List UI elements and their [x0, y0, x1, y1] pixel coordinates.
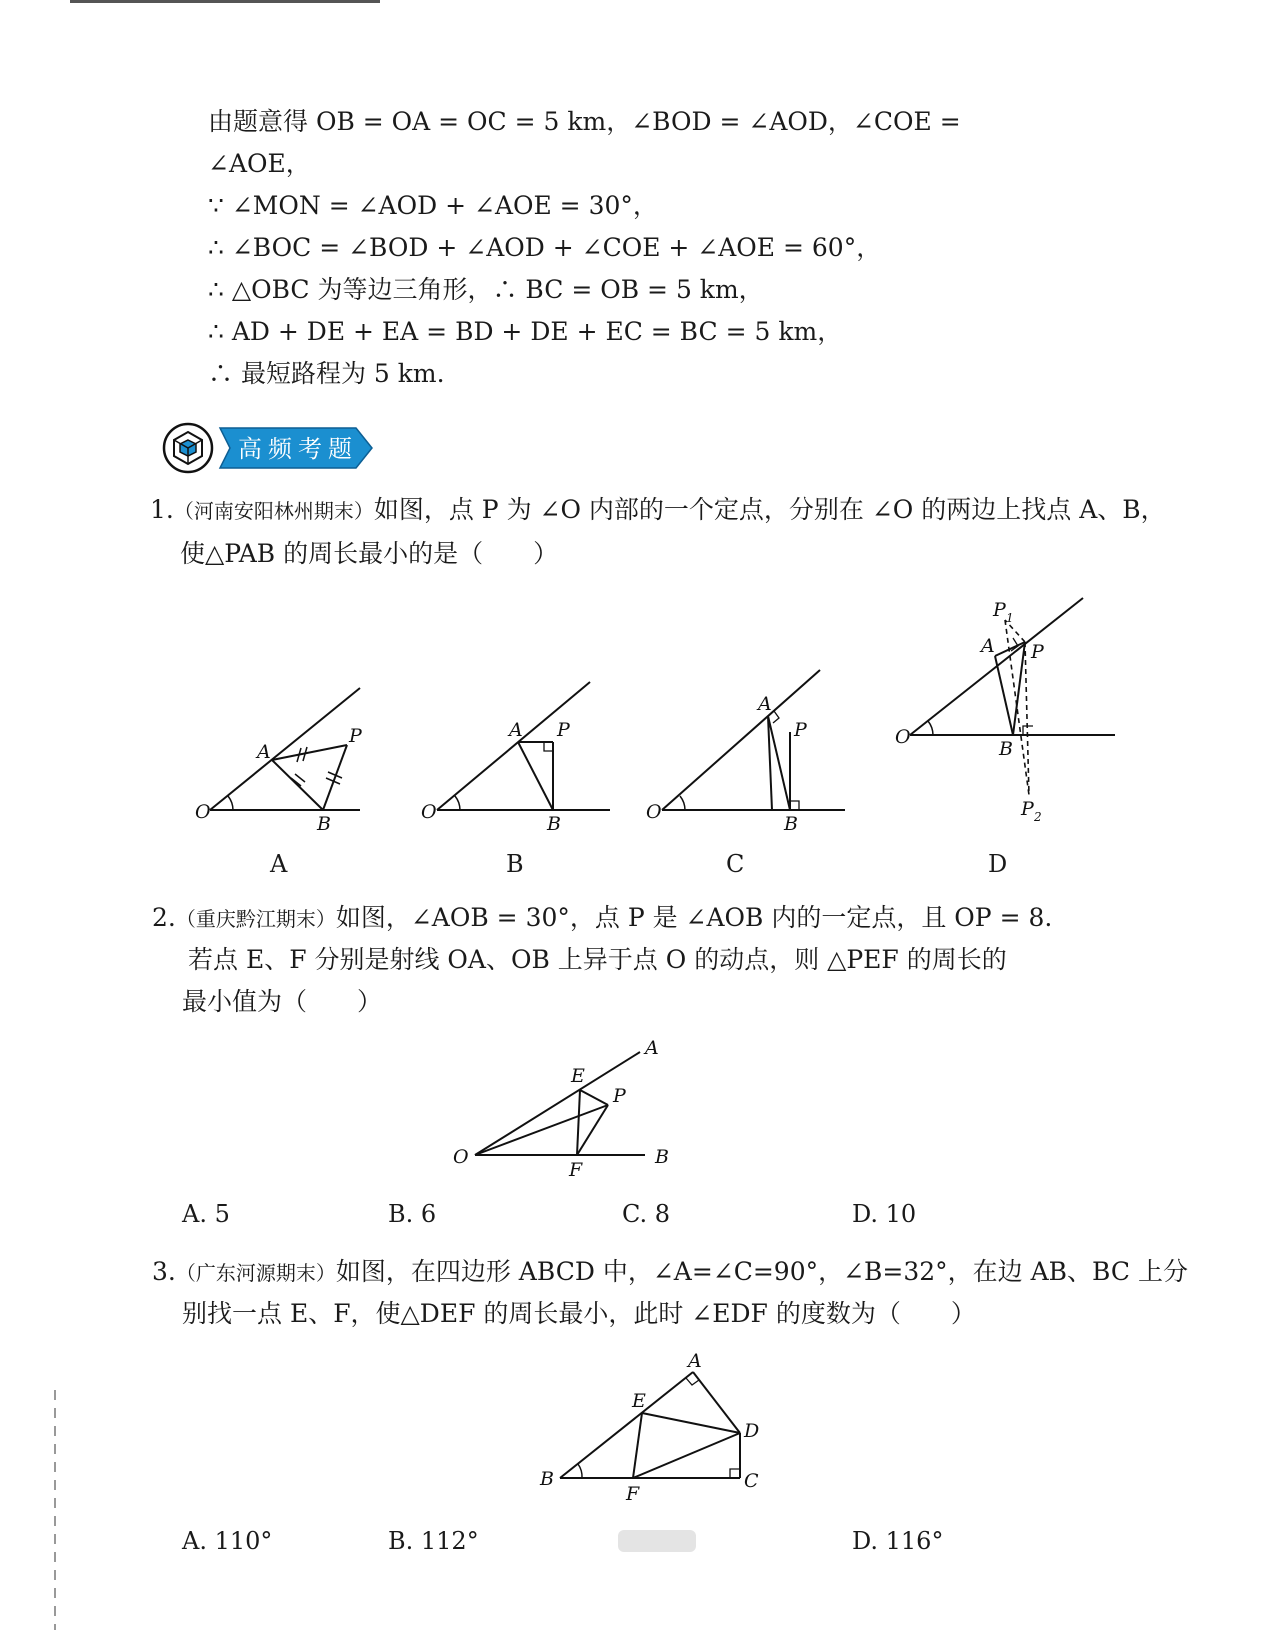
q3-option-a: A. 110° — [182, 1527, 273, 1555]
solution-line-3: ∵ ∠MON = ∠AOD + ∠AOE = 30°， — [208, 191, 658, 220]
q3-label-a: A — [688, 1350, 702, 1372]
q2-label-p: P — [613, 1085, 626, 1107]
cube-icon — [164, 424, 212, 472]
q1c-label-o: O — [646, 801, 662, 823]
q1c-label-a: A — [758, 693, 772, 715]
solution-line-5: ∴ △OBC 为等边三角形，∴ BC = OB = 5 km， — [208, 275, 764, 304]
q2-label-a: A — [645, 1037, 659, 1059]
q1-figure-b — [415, 670, 625, 830]
q2-label-e: E — [571, 1065, 585, 1087]
q2-option-b: B. 6 — [388, 1200, 437, 1228]
q2-option-a: A. 5 — [182, 1200, 230, 1228]
solution-line-1: 由题意得 OB = OA = OC = 5 km，∠BOD = ∠AOD，∠COE = — [208, 107, 961, 136]
q1-text-2: 使△PAB 的周长最小的是（ ） — [180, 539, 559, 568]
q1-option-b: B — [506, 850, 524, 878]
margin-marks — [54, 1390, 56, 1630]
q1a-label-a: A — [257, 741, 271, 763]
q2-text-3: 最小值为（ ） — [182, 987, 383, 1016]
q3-figure — [530, 1345, 790, 1510]
q1d-label-p: P — [1031, 641, 1044, 663]
q2-label-f: F — [569, 1159, 583, 1180]
q3-text-1: 如图，在四边形 ABCD 中，∠A=∠C=90°，∠B=32°，在边 AB、BC 上分 — [335, 1257, 1188, 1286]
q1b-label-o: O — [421, 801, 437, 823]
q1d-label-p1-sub: 1 — [1006, 611, 1014, 625]
q1-source: （河南安阳林州期末） — [173, 499, 374, 523]
q1d-label-p2-sub: 2 — [1034, 810, 1042, 824]
q3-label-c: C — [744, 1470, 759, 1492]
top-rule — [70, 0, 380, 3]
q1-line-1 — [150, 490, 1166, 526]
q3-option-d: D. 116° — [852, 1527, 944, 1555]
q1-figure-d — [885, 590, 1125, 830]
q1-text-1: 如图，点 P 为 ∠O 内部的一个定点，分别在 ∠O 的两边上找点 A、B， — [373, 495, 1166, 524]
q1c-label-b: B — [784, 813, 798, 830]
q1d-label-a: A — [981, 635, 995, 657]
q2-source: （重庆黔江期末） — [175, 907, 336, 931]
q2-label-o: O — [453, 1146, 469, 1168]
q3-number: 3. — [152, 1257, 176, 1286]
solution-line-4: ∴ ∠BOC = ∠BOD + ∠AOD + ∠COE + ∠AOE = 60°， — [208, 233, 882, 262]
q3-label-f: F — [626, 1483, 640, 1505]
q1b-label-p: P — [557, 719, 570, 741]
q1c-label-p: P — [794, 719, 807, 741]
q1a-label-b: B — [317, 813, 331, 830]
q1a-label-p: P — [349, 725, 362, 747]
section-banner — [160, 420, 380, 476]
q1d-label-p2: P — [1021, 798, 1034, 820]
q3-label-d: D — [744, 1420, 760, 1442]
q2-number: 2. — [152, 903, 176, 932]
q3-source: （广东河源期末） — [175, 1261, 336, 1285]
banner-title: 高频考题 — [238, 435, 358, 463]
q2-text-2: 若点 E、F 分别是射线 OA、OB 上异于点 O 的动点，则 △PEF 的周长的 — [188, 945, 1007, 974]
q3-text-2: 别找一点 E、F，使△DEF 的周长最小，此时 ∠EDF 的度数为（ ） — [182, 1299, 976, 1328]
q2-figure — [445, 1030, 705, 1180]
q2-option-d: D. 10 — [852, 1200, 917, 1228]
solution-line-6: ∴ AD + DE + EA = BD + DE + EC = BC = 5 km， — [208, 317, 843, 346]
q1b-label-a: A — [509, 719, 523, 741]
q2-line-1 — [152, 898, 1052, 934]
q1-option-d: D — [988, 850, 1008, 878]
q3-label-e: E — [632, 1390, 646, 1412]
q1a-label-o: O — [195, 801, 211, 823]
q1-option-c: C — [726, 850, 745, 878]
q1-option-a: A — [270, 850, 288, 878]
q1d-label-p1: P — [993, 599, 1006, 621]
q1-number: 1. — [150, 495, 174, 524]
q2-label-b: B — [655, 1146, 669, 1168]
q2-option-c: C. 8 — [622, 1200, 671, 1228]
q3-option-c-blurred — [618, 1530, 696, 1552]
solution-line-7: ∴ 最短路程为 5 km. — [208, 359, 445, 388]
q3-option-b: B. 112° — [388, 1527, 479, 1555]
q2-text-1: 如图，∠AOB = 30°，点 P 是 ∠AOB 内的一定点，且 OP = 8. — [335, 903, 1053, 932]
q1d-label-o: O — [895, 726, 911, 748]
q1-figure-c — [640, 660, 860, 830]
q1d-label-b: B — [999, 738, 1013, 760]
q1b-label-b: B — [547, 813, 561, 830]
solution-line-2: ∠AOE， — [208, 149, 311, 178]
q3-line-1 — [152, 1252, 1188, 1288]
q1-figure-a — [185, 670, 395, 830]
q3-label-b: B — [540, 1468, 554, 1490]
